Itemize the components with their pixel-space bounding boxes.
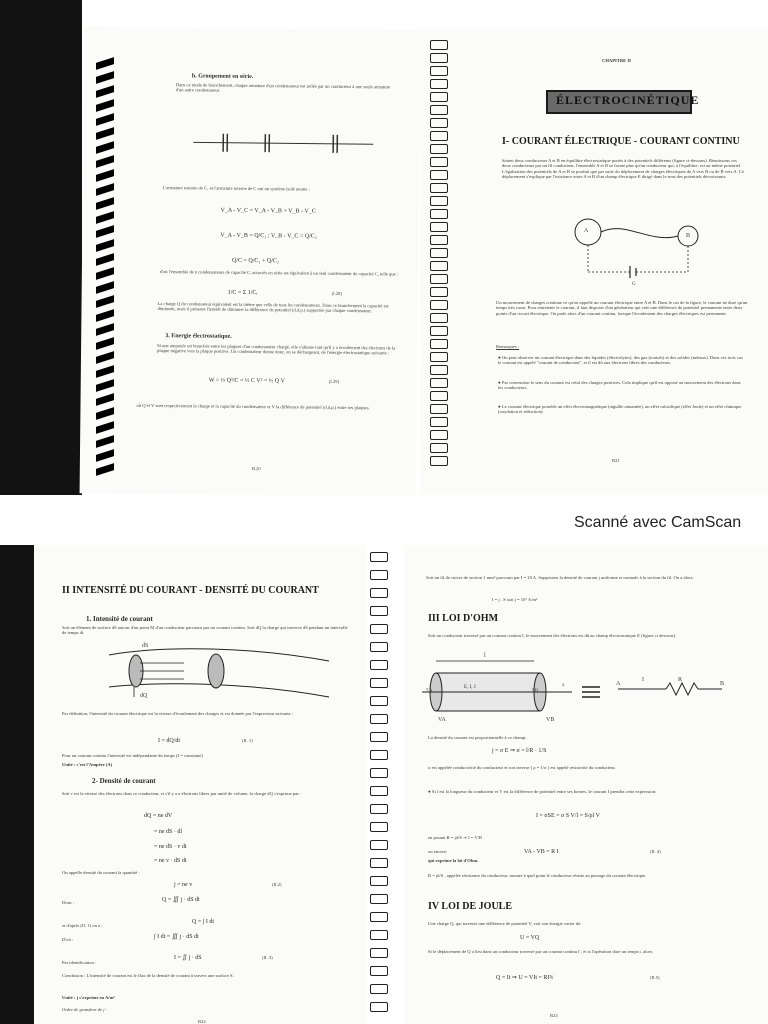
paragraph: Pour un courant continu l'intensité est indépendante du temps (I = constante) (62, 753, 203, 758)
paragraph: Une charge Q, qui traverse une différence de potentiel V, voit son énergie varier de: (428, 921, 582, 926)
binding-ring (430, 300, 448, 310)
binding-ring (430, 352, 448, 362)
fig-label-vb: VB (546, 717, 555, 723)
equation: V_A - V_C = V_A - V_B + V_B - V_C (220, 207, 316, 215)
binding-ring (430, 79, 448, 89)
fig-label-sa: ΣA (426, 689, 433, 694)
equation: ∫ I dt = ∭ j · dS dt (154, 934, 199, 940)
binding-ring (430, 118, 448, 128)
paragraph: où Q et V sont respectivement la charge et la capacité du condensateur et V la différence de potentiel (d.d.p.) entre ses plaques. (136, 402, 370, 411)
section-heading-intensity: II INTENSITÉ DU COURANT - DENSITÉ DU COURANT (62, 585, 319, 596)
equation-number: (II.2) (272, 882, 282, 887)
binding-ring (370, 642, 388, 652)
resistor-label-i: I (642, 677, 644, 683)
equation: dQ = ne dV (144, 813, 173, 819)
equation: = ne v · dS dt (154, 858, 187, 864)
binding-ring (430, 209, 448, 219)
paragraph: Soit un fil de cuivre de section 1 mm² parcouru par I = 10 A. Supposons la densité de courant j uniforme et normale à la section du fil. On a alors: (426, 575, 694, 580)
binding-ring (430, 53, 448, 63)
binding-ring (430, 287, 448, 297)
section-heading-current: I- COURANT ÉLECTRIQUE - COURANT CONTINU (502, 136, 740, 147)
binding-ring (430, 66, 448, 76)
equation: = ne dS · v dt (154, 844, 187, 850)
page-b20 (80, 26, 421, 496)
page-number: B21 (612, 458, 620, 463)
camscanner-watermark: Scanné avec CamScan (574, 514, 742, 531)
equation: 1/C = Σ 1/Cᵢ (227, 289, 258, 297)
equation: Q = ∫ I dt (192, 919, 215, 925)
binding-ring (370, 624, 388, 634)
unit-text: Unité : c'est l'Ampère (A) (62, 762, 113, 767)
binding-ring (430, 391, 448, 401)
remark-item: ● Le courant électrique possède un effet électromagnétique (aiguille aimantée), un effet calorifique (effet Joule) et un effet chimique (oxydation et réduction). (498, 404, 742, 415)
equation: j = σ E ⇒ σ = l/R · 1/S (492, 748, 547, 754)
binding-ring (370, 984, 388, 994)
paragraph: Dans ce mode de branchement, chaque armature d'un condensateur est reliée par un conducteur à une seule armature d'un autre condensateur. (175, 82, 391, 93)
binding-ring (370, 804, 388, 814)
label-donc: Donc : (62, 900, 75, 905)
binding-ring (370, 678, 388, 688)
label-b: B (686, 233, 691, 239)
section-heading-energy: 3. Energie électrostatique. (165, 333, 232, 340)
remark-item: ● On peut observer un courant électrique dans des liquides (électrolytes), des gaz (ionisés) et des solides (métaux). Dans ces trois cas le courant est appelé "courant de conduction", et il est dû aux électrons libres des conducteurs. (498, 355, 743, 366)
scan-background-top-left (0, 0, 82, 495)
binding-ring (370, 768, 388, 778)
ohm-law-label: qui exprime la loi d'Ohm. (428, 858, 479, 863)
paragraph: d'où l'ensemble de n condensateurs de capacité Cᵢ associés en série est équivalent à un seul condensateur de capacité C, telle que : (159, 269, 399, 277)
binding-ring (370, 1002, 388, 1012)
equation: en posant R = ρl/S ⇒ I = V/R (428, 835, 483, 840)
binding-ring (370, 894, 388, 904)
subheading-intensity: 1. Intensité de courant (86, 615, 153, 623)
fig-label-sb: ΣB (532, 689, 539, 694)
equation: = ne dS · dl (154, 829, 183, 835)
label-g: G (632, 282, 636, 287)
page-b22 (34, 545, 366, 1024)
paragraph: Soit v est la vitesse des électrons dans ce conducteur, et s'il y a n électrons libres par unité de volume, la charge dQ s'exprime par: (62, 791, 301, 796)
binding-ring (430, 105, 448, 115)
binding-ring (370, 840, 388, 850)
binding-ring (370, 858, 388, 868)
paragraph: La charge Q du condensateur équivalent est la même que celle de tous les condensateurs. Dans ce branchement la capacité est diminuée, mais il présente l'intérêt de diminuer la différence de potentiel (d.d.p.) supportée par chaque condensateur. (157, 301, 389, 314)
binding-ring (430, 339, 448, 349)
paragraph: Si une ampoule est branchée entre les plaques d'un condensateur chargé, elle s'allume tant qu'il y a écoulement des électrons de la plaque négative vers la plaque positive. Un condensateur donne donc, en se déchargeant, de l'énergie électrostatique suivante : (157, 343, 396, 356)
binding-ring (370, 786, 388, 796)
binding-ring (370, 696, 388, 706)
equation-number: (II.5) (650, 975, 660, 980)
binding-ring (430, 274, 448, 284)
section-heading-ohm: III LOI D'OHM (428, 613, 499, 624)
binding-ring (370, 588, 388, 598)
equation: I = σSE = σ S V/l = S/ρl V (536, 813, 600, 819)
equation: I = ∬ j · dS (174, 955, 202, 961)
equation-number: (I.29) (328, 378, 340, 384)
binding-ring (370, 876, 388, 886)
fig-label-eij: E, I, J (464, 685, 476, 690)
binding-ring (430, 261, 448, 271)
conclusion: Conclusion : L'intensité de courant est le flux de la densité de courant à travers une surface S. (62, 973, 234, 978)
binding-ring (430, 404, 448, 414)
paragraph: Soient deux conducteurs A et B en équilibre électrostatique portés à des potentiels différents (figure ci-dessous). Réunissons ces deux conducteurs par un fil conducteur, l'ensemble A et B se forme plus qu'un conducteur qui, à l'équilibre, est au même potentiel. L'égalisation des potentiels de A et B se produit que par suite du déplacement de charges électriques de A vers B ou de B vers A. Ce déplacement s'explique par l'existence entre A et B d'un champ électrique E dirigé dans le sens des potentiels décroissants. (502, 158, 744, 179)
page-b21 (420, 28, 768, 495)
label-identification: Par identification : (62, 960, 97, 965)
binding-ring (430, 40, 448, 50)
fig-label-l: l (484, 653, 486, 659)
binding-ring (430, 430, 448, 440)
binding-ring (370, 660, 388, 670)
equation-number: (II. 4) (650, 849, 661, 854)
unit-text: Unité : j s'exprime en A/m² (62, 995, 115, 1000)
resistor-label-r: R (678, 677, 683, 683)
equation: j = ne v (174, 882, 193, 888)
paragraph: σ est appelée conductivité du conducteur et son inverse ( ρ = 1/σ ) est appelé résistivité du conducteur. (428, 765, 616, 770)
paragraph: La densité du courant est proportionnelle à ce champ: (428, 735, 527, 740)
binding-ring (370, 570, 388, 580)
binding-ring (430, 157, 448, 167)
remarks-heading: Remarques : (496, 344, 520, 349)
binding-ring (430, 92, 448, 102)
binding-ring (430, 443, 448, 453)
binding-ring (370, 822, 388, 832)
label-encore: ou encore: (428, 849, 448, 854)
binding-ring (370, 912, 388, 922)
binding-ring (370, 552, 388, 562)
binding-ring (370, 966, 388, 976)
order-of-magnitude: Ordre de grandeur de j : (62, 1007, 108, 1012)
equation: V_A - V_B = Q/C₁ ; V_B - V_C = Q/C₂ (220, 232, 317, 240)
equation: Q = ∭ j · dS dt (162, 897, 200, 903)
paragraph: Soit un conducteur traversé par un courant continu I, le mouvement des électrons est dû au champ électrostatique E (figure ci dessous). (428, 633, 677, 638)
binding-ring (370, 606, 388, 616)
equation-number: (I.28) (331, 290, 343, 296)
resistor-label-a: A (616, 681, 621, 687)
binding-ring (370, 714, 388, 724)
binding-ring (370, 930, 388, 940)
page-number: B.20 (251, 466, 261, 472)
binding-ring (430, 313, 448, 323)
binding-ring (430, 235, 448, 245)
fig-label-ds: dS (142, 643, 149, 649)
chapter-label: CHAPITRE II (602, 58, 631, 63)
equation: I = j . S soit j = 10⁷ A/m² (492, 597, 538, 602)
equation: VA - VB = R I (524, 849, 559, 855)
label-a: A (584, 228, 589, 234)
conductors-ab-diagram (570, 214, 710, 294)
fig-label-dq: dQ (140, 693, 148, 699)
paragraph: L'armature externe de C₁ et l'armature interne de C ont un système isolé neutre : (162, 185, 310, 192)
binding-ring (430, 248, 448, 258)
subheading-density: 2- Densité de courant (92, 777, 156, 785)
page-number: B23 (550, 1013, 558, 1018)
binding-ring (430, 183, 448, 193)
equation: W = ½ Q²/C = ½ C V² = ½ Q V (208, 377, 285, 385)
equation-number: (II. 1) (242, 738, 253, 743)
equation-number: (II. 3) (262, 955, 273, 960)
scan-background-bottom-left (0, 545, 34, 1024)
binding-ring (430, 365, 448, 375)
page-b23 (404, 545, 768, 1024)
paragraph: Un mouvement de charges continue ce qu'on appelle un courant électrique entre A et B. Dans le cas de la figure, le courant ne dure qu'un temps très court. Pour entretenir le courant, il faut disposer d'un générateur qui crée une différence de potentiel permanente entre deux points d'un circuit électrique. On parle alors d'un courant continu, lorsque l'écoulement des charges électriques est permanent. (496, 300, 748, 316)
paragraph: Soit un élément de surface dS autour d'un point M d'un conducteur parcouru par un courant continu. Soit dQ la charge qui traverse dS pendant un intervalle de temps dt. (62, 625, 348, 636)
paragraph: Si le déplacement de Q a lieu dans un conducteur traversé par un courant continu I , et si l'opération dure un temps t, alors: (428, 949, 654, 954)
paragraph: Par définition, l'intensité du courant électrique est la vitesse d'écoulement des charges et est donnée par l'expression suivante : (62, 711, 294, 716)
equation: U = VQ (520, 935, 540, 941)
binding-ring (430, 144, 448, 154)
label-apres: et d'après (II. 1) on a : (62, 923, 103, 928)
current-tube-diagram (104, 641, 334, 701)
label-dou: D'où : (62, 937, 74, 942)
section-heading-series: b. Groupement en série. (191, 73, 254, 81)
paragraph: ● Si l est la longueur du conducteur et V est la différence de potentiel entre ses bornes, le courant I prendra cette expression: (428, 789, 657, 794)
binding-ring (430, 222, 448, 232)
chapter-banner: ÉLECTROCINÉTIQUE (546, 90, 692, 114)
resistor-label-b: B (720, 681, 725, 687)
page-number: B22 (198, 1019, 206, 1024)
binding-ring (430, 326, 448, 336)
binding-ring (430, 196, 448, 206)
equation: I = dQ/dt (158, 738, 181, 744)
binding-ring (370, 750, 388, 760)
binding-ring (430, 170, 448, 180)
ohm-conductor-diagram (422, 653, 762, 733)
series-capacitor-diagram (183, 127, 383, 159)
equation: Q/C = Q/C₁ + Q/C₂ (231, 257, 280, 265)
binding-ring (370, 948, 388, 958)
equation: Q = It ⇒ U = VIt = RI²t (496, 975, 553, 981)
fig-label-x: x (562, 683, 565, 688)
paragraph: R = ρl/S , appelée résistance du conducteur, montre à quel point le conducteur résiste au passage du courant électrique. (428, 873, 647, 878)
binding-ring (430, 131, 448, 141)
binding-ring (370, 732, 388, 742)
section-heading-joule: IV LOI DE JOULE (428, 901, 513, 912)
binding-ring (430, 417, 448, 427)
paragraph: On appelle densité du courant la quantité : (62, 870, 140, 875)
binding-ring (430, 456, 448, 466)
remark-item: ● Par convention le sens du courant est celui des charges positives. Cela implique qu'il est opposé au mouvement des électrons dans les conducteurs. (498, 380, 741, 391)
fig-label-va: VA (438, 717, 446, 723)
binding-ring (430, 378, 448, 388)
